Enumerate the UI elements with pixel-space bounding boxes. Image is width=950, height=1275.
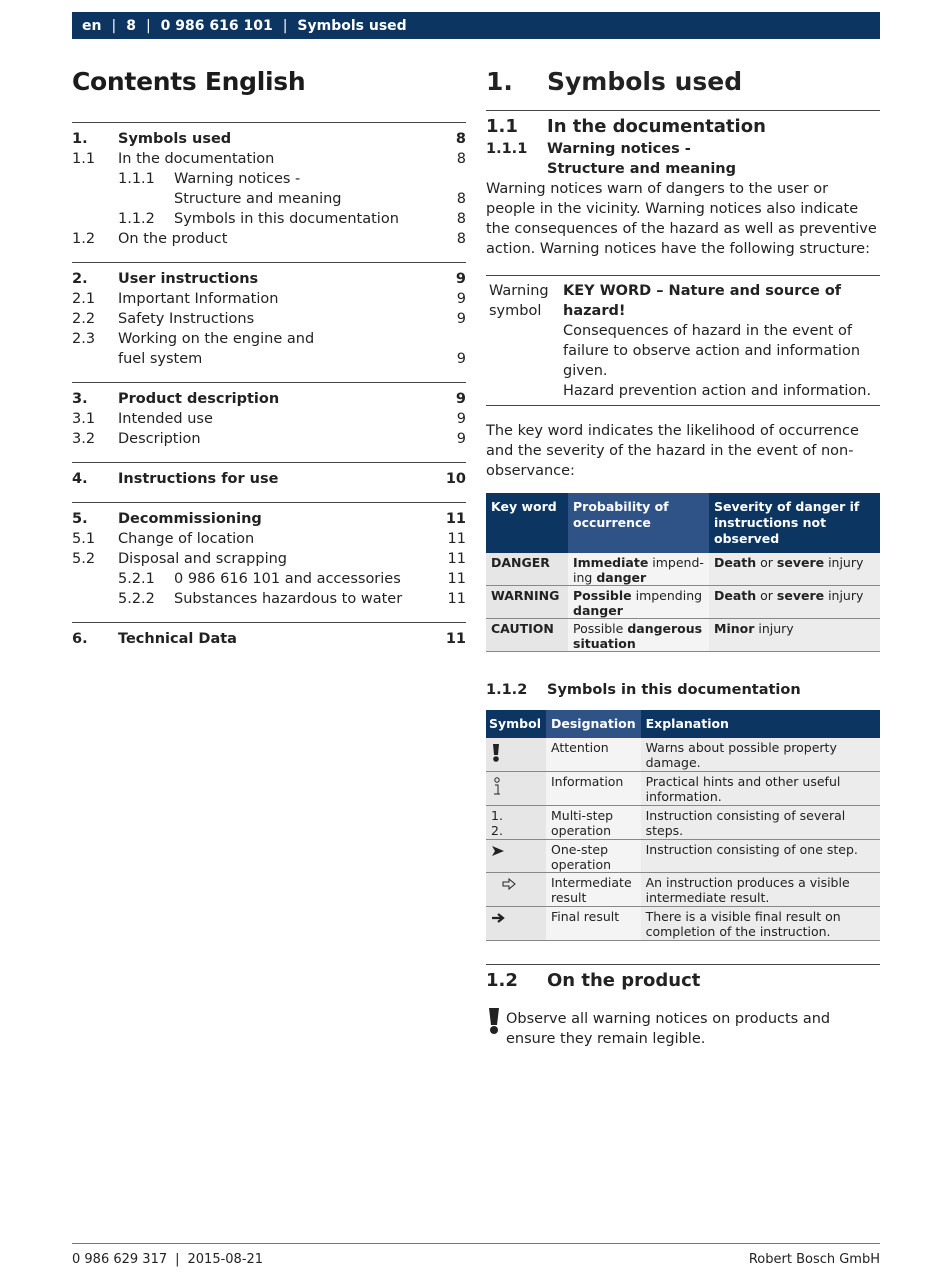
toc-entry[interactable] xyxy=(72,169,466,189)
toc-entry-number xyxy=(72,349,118,369)
toc-entry-page xyxy=(436,329,466,349)
toc-entry-number: 5.1 xyxy=(72,531,96,547)
toc-entry-title: 0 986 616 101 and accessories xyxy=(174,571,401,587)
toc-entry[interactable] xyxy=(72,209,466,229)
toc-entry[interactable] xyxy=(72,509,466,529)
page-footer: 0 986 629 317 | 2015-08-21 Robert Bosch GmbH xyxy=(72,1243,880,1267)
toc-entry-title: Change of location xyxy=(118,531,255,547)
toc-entry-title: Intended use xyxy=(118,411,213,427)
symbol-row xyxy=(486,907,880,941)
designation-cell: Attention xyxy=(546,738,641,772)
probability-header: Probability of occurrence xyxy=(568,493,709,553)
toc-entry[interactable] xyxy=(72,329,466,349)
toc-entry-title: Decommissioning xyxy=(118,511,262,527)
toc-entry-title: Important Information xyxy=(118,291,279,307)
symbols-heading: 1.1.2 Symbols in this documentation xyxy=(486,682,801,698)
subsubsection-heading: 1.1.1 Warning notices - Structure and meaning xyxy=(486,141,736,177)
symbols-table xyxy=(486,710,880,941)
symbol-cell xyxy=(486,738,546,772)
toc-entry[interactable] xyxy=(72,189,466,209)
toc-entry-title: User instructions xyxy=(118,271,259,287)
toc-title: Contents English xyxy=(72,67,306,96)
toc-entry-number: 2.1 xyxy=(72,291,96,307)
intro-paragraph: Warning notices warn of dangers to the user or people in the vicinity. Warning notices also indicate the consequences of the hazard as well as preventive action. Warning notices have the following structure: xyxy=(486,181,877,257)
toc-entry-page: 11 xyxy=(445,631,466,647)
toc-entry-page: 11 xyxy=(447,571,466,587)
toc-entry-page: 8 xyxy=(456,151,466,167)
warning-keyword-line: KEY WORD – Nature and source of hazard! xyxy=(563,283,842,319)
toc-entry-title: fuel system xyxy=(118,351,203,367)
header-lang: en xyxy=(82,17,102,34)
toc-entry-number: 2.2 xyxy=(72,311,96,327)
symbol-cell xyxy=(486,840,546,873)
toc-entry[interactable] xyxy=(72,549,466,569)
outline-arrow-icon xyxy=(491,878,541,893)
toc-entry-number xyxy=(118,189,174,209)
toc-entry-number: 5.2 xyxy=(72,551,96,567)
toc-entry-page: 9 xyxy=(456,411,466,427)
keyword-table xyxy=(486,493,880,652)
toc-entry[interactable] xyxy=(72,389,466,409)
warning-consequence-line: Consequences of hazard in the event of failure to observe action and information given. xyxy=(563,323,861,379)
toc-entry-page: 11 xyxy=(447,591,466,607)
toc-entry-number: 5. xyxy=(72,511,88,527)
symbol-row xyxy=(486,806,880,840)
toc-entry-title: Warning notices - xyxy=(174,171,301,187)
warning-symbol-label: Warning symbol xyxy=(489,283,549,319)
keyword-cell: DANGER xyxy=(486,553,568,586)
product-heading: 1.2 On the product xyxy=(486,970,701,991)
severity-cell: Death or severe injury xyxy=(709,553,880,586)
explanation-cell: There is a visible final result on completion of the instruction. xyxy=(641,907,880,941)
toc-entry[interactable] xyxy=(72,149,466,169)
info-icon xyxy=(491,777,541,800)
toc-entry-page: 9 xyxy=(456,351,466,367)
designation-cell: Final result xyxy=(546,907,641,941)
toc-entry[interactable] xyxy=(72,529,466,549)
toc-entry-page: 8 xyxy=(456,191,466,207)
symbol-row xyxy=(486,772,880,806)
header-doc-no: 0 986 616 101 xyxy=(160,17,273,34)
designation-cell: Information xyxy=(546,772,641,806)
toc-entry[interactable] xyxy=(72,229,466,249)
designation-header: Designation xyxy=(546,710,641,738)
toc-entry-page: 8 xyxy=(456,211,466,227)
arrowhead-icon xyxy=(491,845,541,860)
arrow-right-icon xyxy=(491,912,541,927)
toc-entry[interactable] xyxy=(72,309,466,329)
toc-entry-number: 1.1.1 xyxy=(118,171,155,187)
explanation-cell: Instruction consisting of several steps. xyxy=(641,806,880,840)
toc-entry-number: 1.1 xyxy=(72,151,96,167)
keyword-row xyxy=(486,586,880,619)
main-content xyxy=(486,66,880,1049)
symbol-cell xyxy=(486,907,546,941)
footer-date: 2015-08-21 xyxy=(187,1252,264,1267)
numbered-steps-icon: 1. 2. xyxy=(491,808,503,838)
toc-entry-number: 3.1 xyxy=(72,411,96,427)
toc-entry-number: 1. xyxy=(72,131,88,147)
toc-entry-title: Structure and meaning xyxy=(174,191,342,207)
toc-entry-page xyxy=(436,169,466,189)
explanation-cell: Warns about possible property damage. xyxy=(641,738,880,772)
toc-entry-title: On the product xyxy=(118,231,228,247)
toc-entry[interactable] xyxy=(72,269,466,289)
toc-entry[interactable] xyxy=(72,429,466,449)
probability-cell: Immediate impending danger xyxy=(568,553,709,586)
toc-entry-page: 8 xyxy=(455,131,466,147)
explanation-cell: Practical hints and other useful information. xyxy=(641,772,880,806)
toc-entry[interactable] xyxy=(72,129,466,149)
warning-structure-box xyxy=(486,275,880,406)
toc-entry-page: 9 xyxy=(456,431,466,447)
toc-entry-number: 2. xyxy=(72,271,88,287)
symbol-cell xyxy=(486,806,546,840)
designation-cell: Intermediate result xyxy=(546,873,641,907)
toc-entry-page: 11 xyxy=(447,551,466,567)
keyword-paragraph: The key word indicates the likelihood of occurrence and the severity of the hazard in the event of non-observance: xyxy=(486,423,859,479)
symbol-header: Symbol xyxy=(486,710,546,738)
symbol-row xyxy=(486,738,880,772)
toc-entry-title: Technical Data xyxy=(118,631,237,647)
page-header: en | 8 | 0 986 616 101 | Symbols used xyxy=(72,12,880,39)
toc-entry-page: 8 xyxy=(456,231,466,247)
footer-company: Robert Bosch GmbH xyxy=(748,1252,880,1267)
toc-entry-title: Symbols in this documentation xyxy=(174,211,399,227)
divider xyxy=(486,110,880,111)
toc-entry-title: Disposal and scrapping xyxy=(118,551,287,567)
keyword-row xyxy=(486,619,880,652)
toc-entry[interactable] xyxy=(72,349,466,369)
symbol-cell xyxy=(486,772,546,806)
table-of-contents xyxy=(72,66,466,662)
toc-entry-page: 9 xyxy=(455,391,466,407)
toc-entry-title: Instructions for use xyxy=(118,471,279,487)
toc-entry-number: 5.2.2 xyxy=(118,591,155,607)
toc-entry-title: In the documentation xyxy=(118,151,275,167)
symbol-cell xyxy=(486,873,546,907)
toc-entry[interactable] xyxy=(72,289,466,309)
toc-group xyxy=(72,122,466,249)
toc-group xyxy=(72,622,466,649)
designation-cell: One-step operation xyxy=(546,840,641,873)
toc-entry-number: 4. xyxy=(72,471,88,487)
severity-cell: Death or severe injury xyxy=(709,586,880,619)
severity-header: Severity of danger if instructions not observed xyxy=(709,493,880,553)
toc-entry-title: Safety Instructions xyxy=(118,311,255,327)
toc-entry-title: Product description xyxy=(118,391,280,407)
section-heading: 1. Symbols used xyxy=(486,67,743,96)
exclamation-icon xyxy=(491,743,541,766)
toc-entry-title: Symbols used xyxy=(118,131,232,147)
toc-entry[interactable] xyxy=(72,469,466,489)
probability-cell: Possible impending danger xyxy=(568,586,709,619)
severity-cell: Minor injury xyxy=(709,619,880,652)
toc-entry[interactable] xyxy=(72,629,466,649)
toc-entry-number: 1.1.2 xyxy=(118,211,155,227)
symbol-row xyxy=(486,840,880,873)
toc-entry-page: 11 xyxy=(447,531,466,547)
toc-entry-page: 9 xyxy=(456,291,466,307)
header-page: 8 xyxy=(126,17,136,34)
toc-entry[interactable] xyxy=(72,409,466,429)
product-note: Observe all warning notices on products and ensure they remain legible. xyxy=(486,1007,880,1049)
toc-entry-number: 3. xyxy=(72,391,88,407)
toc-entry-title: Working on the engine and xyxy=(118,331,315,347)
toc-group xyxy=(72,502,466,609)
toc-entry-page: 9 xyxy=(455,271,466,287)
toc-group xyxy=(72,382,466,449)
toc-group xyxy=(72,462,466,489)
exclamation-icon xyxy=(486,1007,506,1049)
subsection-heading: 1.1 In the documentation xyxy=(486,116,766,137)
toc-entry-page: 10 xyxy=(445,471,466,487)
toc-entry-number: 5.2.1 xyxy=(118,571,155,587)
symbol-row xyxy=(486,873,880,907)
toc-entry-number: 3.2 xyxy=(72,431,96,447)
keyword-header: Key word xyxy=(486,493,568,553)
explanation-header: Explanation xyxy=(641,710,880,738)
probability-cell: Possible dangerous situation xyxy=(568,619,709,652)
toc-entry-page: 9 xyxy=(456,311,466,327)
toc-entry-title: Description xyxy=(118,431,201,447)
divider xyxy=(486,964,880,965)
toc-entry-title: Substances hazardous to water xyxy=(174,591,403,607)
toc-entry-page: 11 xyxy=(445,511,466,527)
footer-doc-number: 0 986 629 317 xyxy=(72,1252,168,1267)
keyword-cell: CAUTION xyxy=(486,619,568,652)
toc-entry[interactable] xyxy=(72,569,466,589)
keyword-row xyxy=(486,553,880,586)
toc-entry[interactable] xyxy=(72,589,466,609)
explanation-cell: An instruction produces a visible intermediate result. xyxy=(641,873,880,907)
keyword-cell: WARNING xyxy=(486,586,568,619)
header-section: Symbols used xyxy=(297,17,407,34)
designation-cell: Multi-step operation xyxy=(546,806,641,840)
toc-entry-number: 1.2 xyxy=(72,231,96,247)
toc-entry-number: 2.3 xyxy=(72,331,96,347)
warning-prevention-line: Hazard prevention action and information. xyxy=(563,383,872,399)
explanation-cell: Instruction consisting of one step. xyxy=(641,840,880,873)
toc-entry-number: 6. xyxy=(72,631,88,647)
toc-group xyxy=(72,262,466,369)
